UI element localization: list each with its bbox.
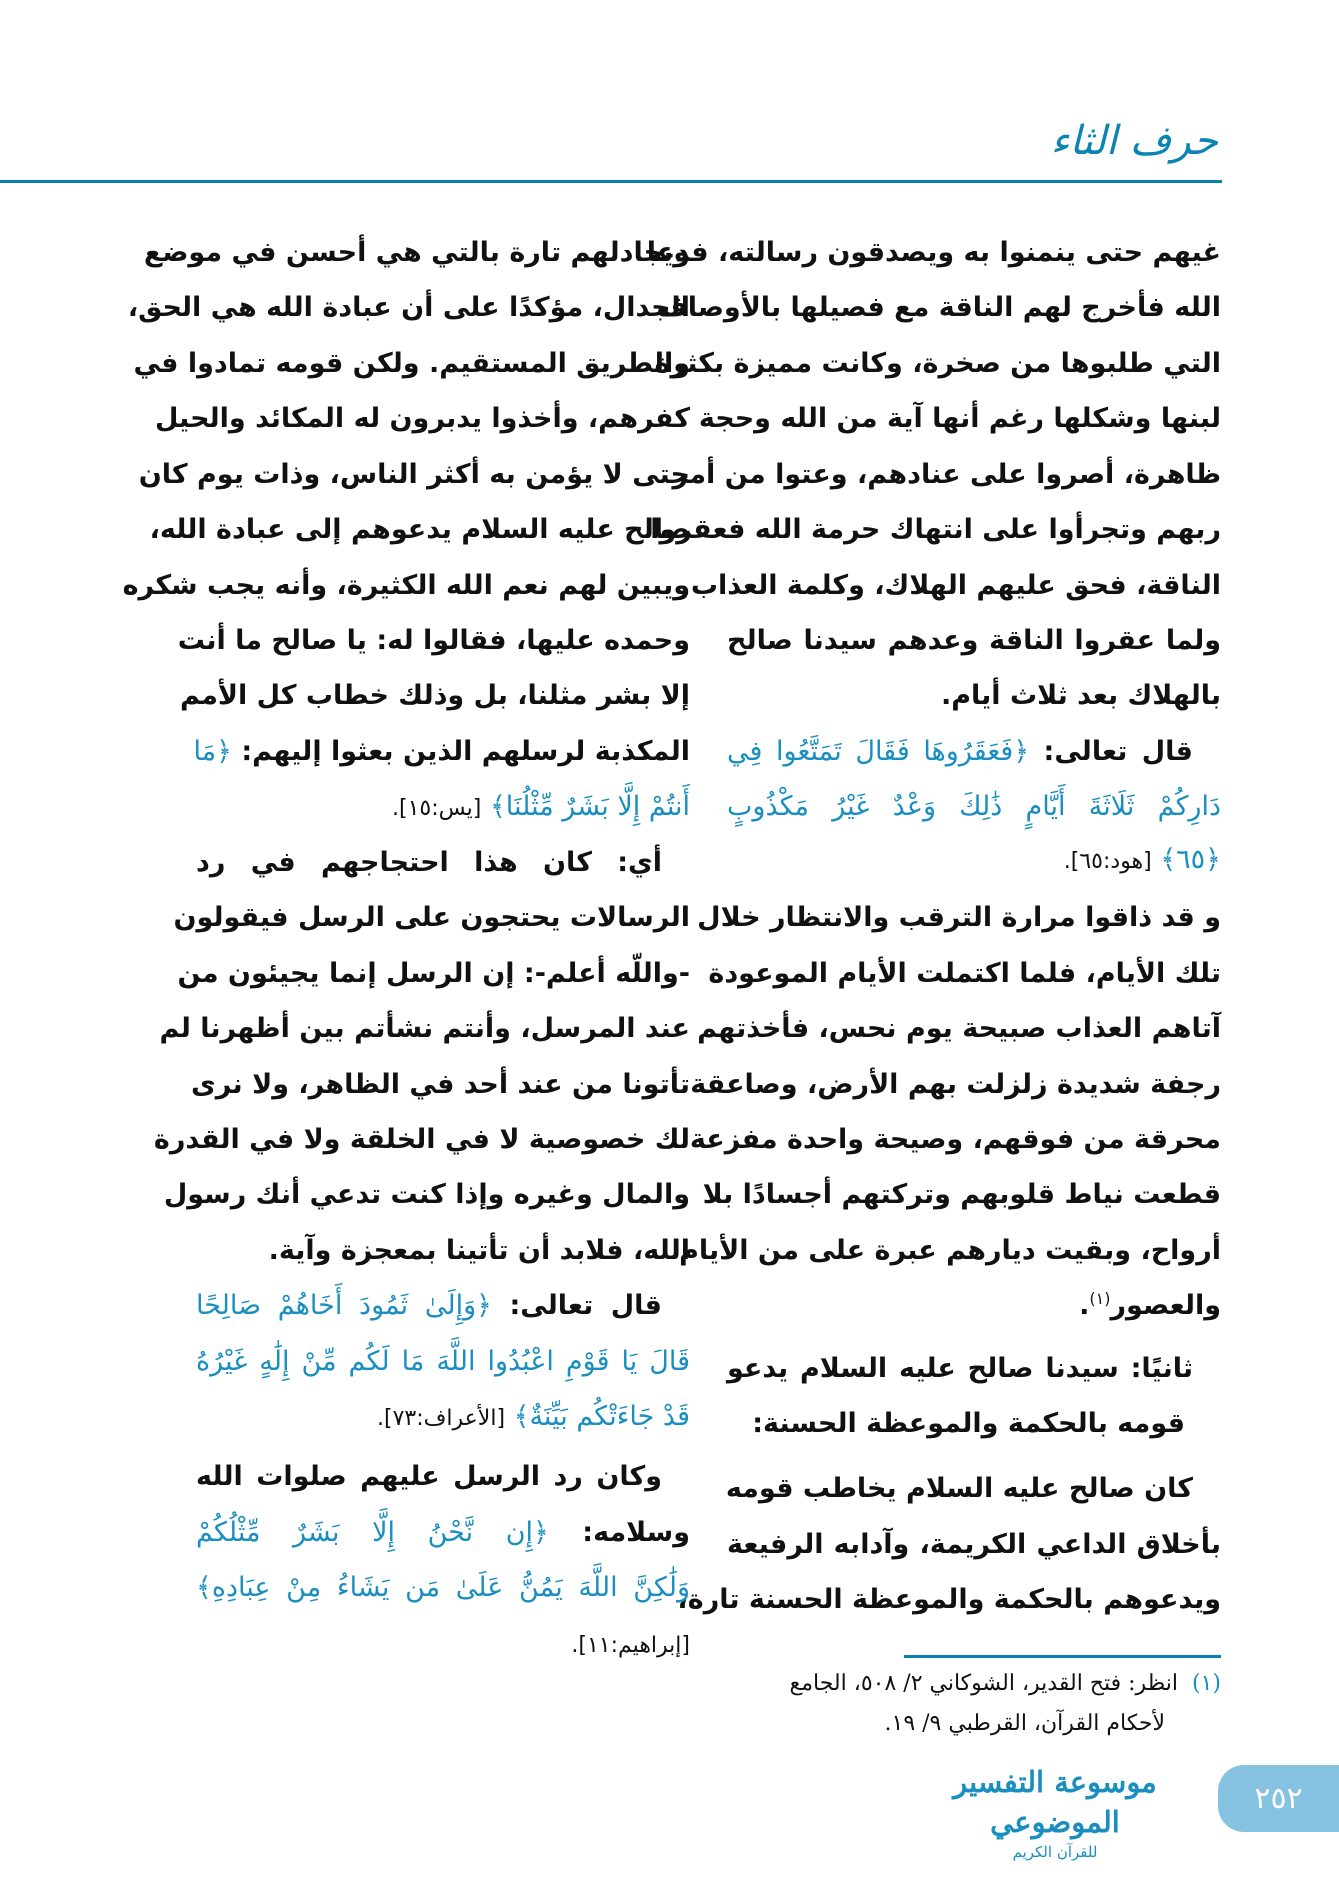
text-line [727, 726, 1221, 778]
text-line [196, 1562, 690, 1614]
text-line [727, 1398, 1221, 1450]
text-line [143, 227, 690, 279]
quran-verse: وَلَٰكِنَّ اللَّهَ يَمُنُّ عَلَىٰ مَن يَشَاءُ مِنْ عِبَادِهِ﴾ [196, 1572, 690, 1604]
text-line [177, 615, 690, 667]
body-text: . [1079, 1290, 1090, 1322]
body-text: قومه بالحكمة والموعظة الحسنة: [752, 1408, 1185, 1440]
quran-verse: ﴿إِن نَّحْنُ إِلَّا بَشَرٌ مِّثْلُكُمْ [196, 1516, 549, 1548]
text-line [650, 504, 1221, 556]
text-line [127, 282, 690, 334]
text-line [196, 1225, 690, 1277]
body-text: آتاهم العذاب صبيحة يوم نحس، فأخذتهم [697, 1013, 1221, 1045]
footnote-line-2: لأحكام القرآن، القرطبي ٩/ ١٩. [884, 1711, 1165, 1736]
body-text: ويبين لهم نعم الله الكثيرة، وأنه يجب شكره [122, 569, 690, 601]
text-line [679, 1225, 1221, 1277]
right-text-column [646, 0, 1221, 1700]
body-text: الله فأخرج لهم الناقة مع فصيلها بالأوصاف [656, 292, 1221, 324]
text-line [689, 1114, 1221, 1166]
body-text: أي: كان هذا احتجاجهم في رد [196, 846, 662, 878]
body-text: محرقة من فوقهم، وصيحة واحدة مفزعة [689, 1123, 1221, 1155]
body-text: ظاهرة، أصروا على عنادهم، وعتوا من أمر [672, 458, 1221, 490]
footnote [727, 1664, 1221, 1744]
quran-verse: ﴿مَا [193, 735, 232, 767]
body-text: وحمده عليها، فقالوا له: يا صالح ما أنت [177, 625, 690, 657]
body-text: التي طلبوها من صخرة، وكانت مميزة بكثرة [654, 347, 1221, 379]
text-line [149, 504, 690, 556]
body-text: إلا بشر مثلنا، بل وذلك خطاب كل الأمم [180, 680, 690, 712]
encyclopedia-logo [920, 1762, 1190, 1862]
body-text: غيهم حتى ينمنوا به ويصدقون رسالته، فدعا [646, 237, 1221, 269]
body-text: ثانيًا: سيدنا صالح عليه السلام يدعو [727, 1352, 1193, 1384]
text-line [196, 1280, 690, 1332]
verse-reference: [يس:١٥]. [392, 796, 482, 822]
text-line [697, 1003, 1221, 1055]
body-text: عند المرسل، وأنتم نشأتم بين أظهرنا لم [159, 1013, 690, 1045]
body-text: ويجادلهم تارة بالتي هي أحسن في موضع [143, 237, 690, 269]
body-text: لبنها وشكلها رغم أنها آية من الله وحجة [698, 403, 1221, 435]
body-text: بالهلاك بعد ثلاث أيام. [940, 680, 1221, 712]
body-text: -واللّه أعلم-: إن الرسل إنما يجيئون من [177, 957, 690, 989]
text-line [727, 1280, 1221, 1332]
quran-verse: ﴿وَإِلَىٰ ثَمُودَ أَخَاهُمْ صَالِحًا [196, 1290, 492, 1322]
left-text-column [122, 0, 690, 1700]
body-text: أرواح، وبقيت ديارهم عبرة على من الأيام [679, 1234, 1221, 1266]
body-text: تلك الأيام، فلما اكتملت الأيام الموعودة [708, 957, 1221, 989]
verse-reference: [هود:٦٥]. [1063, 849, 1152, 875]
text-line [702, 1169, 1221, 1221]
chapter-title: حرف الثاء [1050, 118, 1218, 164]
body-text: ولما عقروا الناقة وعدهم سيدنا صالح [727, 625, 1221, 657]
text-line [153, 1114, 690, 1166]
text-line [672, 449, 1221, 501]
verse-reference: [الأعراف:٧٣]. [376, 1406, 506, 1432]
body-text: ربهم وتجرأوا على انتهاك حرمة الله فعقروا [650, 514, 1221, 546]
footnote-reference: (١) [1089, 1289, 1111, 1309]
body-text: الجدال، مؤكدًا على أن عبادة الله هي الحق، [127, 292, 690, 324]
body-text: الله، فلابد أن تأتينا بمعجزة وآية. [268, 1234, 690, 1266]
text-line [196, 1618, 690, 1670]
body-text: قال تعالى: [1029, 735, 1193, 767]
text-line [163, 1169, 690, 1221]
text-line [646, 227, 1221, 279]
text-line [727, 1463, 1221, 1515]
body-text: و قد ذاقوا مرارة الترقب والانتظار خلال [697, 902, 1221, 934]
body-text: والطريق المستقيم. ولكن قومه تمادوا في [133, 347, 690, 379]
text-line [698, 393, 1221, 445]
body-text: كان صالح عليه السلام يخاطب قومه [725, 1473, 1193, 1505]
text-line [133, 338, 690, 390]
quran-verse: ﴿٦٥﴾ [1151, 844, 1221, 876]
quran-verse: ﴿فَعَقَرُوهَا فَقَالَ تَمَتَّعُوا فِي [727, 735, 1030, 767]
text-line [173, 892, 690, 944]
footnote-text: انظر: فتح القدير، الشوكاني ٢/ ٥٠٨، الجامع [789, 1671, 1178, 1696]
text-line [177, 948, 690, 1000]
text-line [196, 781, 690, 833]
text-line [727, 834, 1221, 886]
text-line [677, 1574, 1221, 1626]
text-line [727, 1343, 1221, 1395]
text-line [193, 726, 690, 778]
footnote-divider [904, 1655, 1221, 1658]
body-text: والعصور [1110, 1290, 1221, 1322]
logo-subtitle: للقرآن الكريم [1012, 1843, 1098, 1861]
text-line [138, 449, 690, 501]
text-line [654, 338, 1221, 390]
text-line [122, 560, 690, 612]
text-line [727, 670, 1221, 722]
body-text: لك خصوصية لا في الخلقة ولا في القدرة [153, 1123, 690, 1155]
body-text: بأخلاق الداعي الكريمة، وآدابه الرفيعة [727, 1528, 1221, 1560]
quran-verse: دَارِكُمْ ثَلَاثَةَ أَيَّامٍ ذَٰلِكَ وَعْدٌ غَيْرُ مَكْذُوبٍ [727, 791, 1221, 823]
body-text: قال تعالى: [491, 1290, 662, 1322]
text-line [708, 948, 1221, 1000]
quran-verse: قَدْ جَاءَتْكُم بَيِّنَةٌ﴾ [505, 1401, 690, 1433]
body-text: رجفة شديدة زلزلت بهم الأرض، وصاعقة [690, 1068, 1221, 1100]
page-number: ٢٥٢ [1218, 1765, 1339, 1832]
verse-reference: [إبراهيم:١١]. [571, 1632, 690, 1658]
text-line [196, 837, 690, 889]
quran-verse: أَنتُمْ إِلَّا بَشَرٌ مِّثْلُنَا﴾ [481, 791, 690, 823]
body-text: كفرهم، وأخذوا يدبرون له المكائد والحيل [154, 403, 690, 435]
text-line [690, 1059, 1221, 1111]
footnote-marker: (١) [1191, 1671, 1221, 1696]
body-text: وكان رد الرسل عليهم صلوات الله [196, 1461, 662, 1493]
body-text: قطعت نياط قلوبهم وتركتهم أجسادًا بلا [702, 1179, 1221, 1211]
text-line [697, 892, 1221, 944]
text-line [196, 1336, 690, 1388]
body-text: المكذبة لرسلهم الذين بعثوا إليهم: [231, 735, 690, 767]
text-line [196, 1507, 690, 1559]
quran-verse: قَالَ يَا قَوْمِ اعْبُدُوا اللَّهَ مَا لَكُم مِّنْ إِلَٰهٍ غَيْرُهُ [196, 1345, 690, 1377]
body-text: وسلامه: [548, 1516, 690, 1548]
text-line [154, 393, 690, 445]
body-text: ويدعوهم بالحكمة والموعظة الحسنة تارة، [677, 1584, 1221, 1616]
body-text: الرسالات يحتجون على الرسل فيقولون [173, 902, 690, 934]
text-line [191, 1059, 690, 1111]
text-line [727, 1519, 1221, 1571]
body-text: والمال وغيره وإذا كنت تدعي أنك رسول [163, 1179, 690, 1211]
text-line [180, 670, 690, 722]
text-line [196, 1391, 690, 1443]
text-line [159, 1003, 690, 1055]
body-text: تأتونا من عند أحد في الظاهر، ولا نرى [191, 1068, 690, 1100]
text-line [680, 560, 1221, 612]
body-text: صالح عليه السلام يدعوهم إلى عبادة الله، [149, 514, 690, 546]
text-line [727, 781, 1221, 833]
body-text: الناقة، فحق عليهم الهلاك، وكلمة العذاب. [680, 569, 1221, 601]
text-line [656, 282, 1221, 334]
body-text: حتى لا يؤمن به أكثر الناس، وذات يوم كان [138, 458, 690, 490]
footnote-line-1 [727, 1664, 1221, 1704]
text-line [727, 615, 1221, 667]
logo-title: موسوعة التفسير الموضوعي [953, 1765, 1157, 1839]
text-line [196, 1451, 690, 1503]
